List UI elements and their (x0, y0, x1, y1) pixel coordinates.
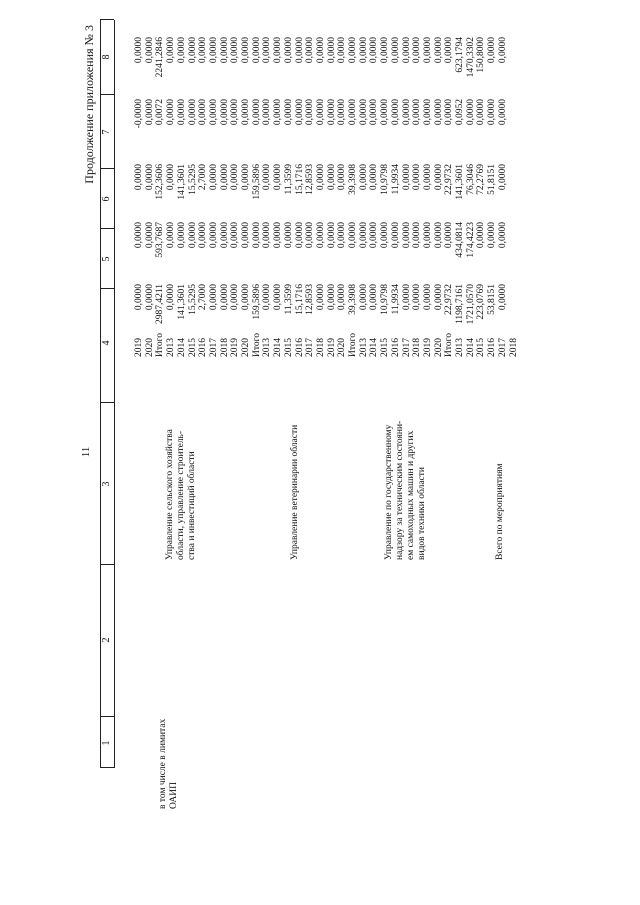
row-value: 0,0000 (476, 222, 487, 249)
row-year: 2016 (198, 338, 209, 357)
row-year: 2015 (476, 338, 487, 357)
row-value: 0,0000 (487, 37, 498, 64)
row-value: 0,0000 (176, 222, 187, 249)
row-value: 0,0000 (497, 99, 508, 126)
section-title-line: ства и инвестиций области (187, 451, 197, 560)
row-value: 0,0000 (144, 284, 155, 311)
row-value: 141,3601 (176, 164, 187, 200)
row-year: 2015 (187, 338, 198, 357)
row-value: 76,3046 (465, 164, 476, 195)
row-value: 623,1794 (455, 37, 465, 73)
row-value: 0,0000 (305, 99, 316, 126)
row-value: 0,0000 (241, 284, 251, 311)
row-value: 0,0000 (241, 37, 251, 64)
row-value: 0,0000 (337, 164, 348, 191)
row-value: 0,0000 (315, 99, 326, 126)
row-value: 0,0072 (155, 99, 166, 126)
row-value: 0,0000 (401, 99, 412, 126)
row-value: 0,0000 (422, 284, 433, 311)
section-title-line: Управление ветеринарии области (290, 424, 300, 560)
row-value: 0,0000 (134, 222, 144, 249)
row-value: 0,0000 (134, 284, 144, 311)
row-year: 2018 (219, 338, 230, 357)
row-value: 0,0000 (348, 222, 358, 249)
row-value: 593,7687 (155, 222, 166, 258)
row-value: 0,0000 (487, 222, 498, 249)
row-value: 2,7000 (198, 164, 209, 191)
row-value: 0,0000 (369, 222, 380, 249)
section-title-line: ем самоходных машин и других (406, 430, 416, 560)
row-value: 0,0000 (208, 164, 219, 191)
row-year: 2014 (273, 338, 284, 357)
row-value: 0,0000 (251, 99, 262, 126)
row-value: 0,0000 (166, 164, 177, 191)
row-value: 11,3599 (283, 164, 294, 195)
row-year: 2014 (465, 338, 476, 357)
row-value: 22,9732 (444, 164, 455, 195)
row-value: 0,0000 (358, 164, 369, 191)
section-title-line: Всего по мероприятиям (495, 463, 505, 560)
row-value: 0,0000 (444, 222, 455, 249)
row-value: 2,7000 (198, 284, 209, 311)
row-value: 0,0000 (166, 222, 177, 249)
row-year: Итого (348, 332, 358, 357)
row-value: 0,0000 (230, 222, 241, 249)
row-value: 159,5896 (251, 284, 262, 320)
row-value: 0,0000 (337, 222, 348, 249)
row-value: 0,0000 (358, 37, 369, 64)
row-value: 0,0000 (422, 99, 433, 126)
row-value: 0,0000 (326, 37, 337, 64)
column-header: 3 (101, 481, 112, 487)
row-value: 434,0814 (455, 222, 465, 258)
row-value: 0,0000 (476, 99, 487, 126)
row-value: 0,0000 (144, 222, 155, 249)
row-year: 2017 (305, 338, 316, 357)
header-col-divider (100, 716, 114, 717)
section-title-line: области, управление строитель- (176, 430, 186, 560)
row-value: 0,0000 (401, 222, 412, 249)
column-header: 1 (101, 740, 112, 746)
row-value: 0,0952 (455, 99, 465, 126)
row-value: 0,0000 (401, 37, 412, 64)
row-value: 0,0000 (380, 222, 391, 249)
row-value: 141,3601 (455, 164, 465, 200)
row-value: 0,0000 (433, 37, 444, 64)
row-value: 0,0000 (358, 222, 369, 249)
row-value: 0,0000 (187, 37, 198, 64)
header-bottom-line (114, 20, 115, 768)
row-value: 0,0000 (294, 222, 305, 249)
row-value: 12,8593 (305, 164, 316, 195)
row-value: 0,0000 (412, 284, 423, 311)
row-year: 2019 (134, 338, 144, 357)
row-value: 0,0000 (219, 164, 230, 191)
row-value: 0,0000 (497, 37, 508, 64)
row-value: 0,0000 (315, 222, 326, 249)
header-col-divider (100, 228, 114, 229)
row-year: 2019 (326, 338, 337, 357)
row-value: 0,0000 (176, 99, 187, 126)
row-value: 0,0000 (444, 99, 455, 126)
row-value: 72,2769 (476, 164, 487, 195)
header-col-divider (100, 168, 114, 169)
row-value: 0,0000 (401, 284, 412, 311)
row-value: 0,0000 (144, 164, 155, 191)
row-value: 0,0000 (315, 164, 326, 191)
row-value: 0,0000 (144, 99, 155, 126)
row-year: 2018 (412, 338, 423, 357)
row-value: 12,8593 (305, 284, 316, 315)
row-value: 0,0000 (358, 99, 369, 126)
header-col-divider (100, 288, 114, 289)
row-value: 0,0000 (380, 37, 391, 64)
row-value: 1198,7161 (455, 284, 465, 325)
row-value: 0,0000 (273, 284, 284, 311)
row-value: 0,0000 (412, 37, 423, 64)
row-value: 0,0000 (144, 37, 155, 64)
row-value: 0,0000 (326, 164, 337, 191)
row-value: 0,0000 (433, 99, 444, 126)
row-value: 0,0000 (198, 37, 209, 64)
row-value: 0,0000 (166, 284, 177, 311)
row-year: 2019 (422, 338, 433, 357)
row-year: Итого (251, 332, 262, 357)
row-value: 11,9934 (390, 284, 401, 315)
row-value: 0,0000 (198, 99, 209, 126)
row-value: 0,0000 (187, 222, 198, 249)
row-year: 2013 (166, 338, 177, 357)
row-value: 0,0000 (251, 37, 262, 64)
row-value: 0,0000 (380, 99, 391, 126)
row-value: 0,0000 (273, 37, 284, 64)
row-year: 2020 (433, 338, 444, 357)
row-value: 0,0000 (230, 284, 241, 311)
row-value: 15,1716 (294, 284, 305, 315)
column-header: 8 (101, 54, 112, 60)
row-value: 0,0000 (348, 37, 358, 64)
row-value: 0,0000 (134, 37, 144, 64)
header-col-divider (100, 767, 114, 768)
row-value: 0,0000 (262, 99, 273, 126)
column-header: 7 (101, 129, 112, 135)
header-col-divider (100, 19, 114, 20)
row-value: 0,0000 (433, 284, 444, 311)
row-value: 0,0000 (326, 99, 337, 126)
row-year: 2020 (144, 338, 155, 357)
row-value: 0,0000 (422, 164, 433, 191)
row-value: 11,9934 (390, 164, 401, 195)
row-value: 0,0000 (283, 99, 294, 126)
row-year: 2018 (315, 338, 326, 357)
row-year: 2019 (230, 338, 241, 357)
row-value: 11,3599 (283, 284, 294, 315)
row-value: 159,5896 (251, 164, 262, 200)
row-year: 2017 (208, 338, 219, 357)
left-note-line: в том числе в лимитах (158, 718, 168, 809)
row-value: 0,0000 (262, 164, 273, 191)
row-year: 2016 (487, 338, 498, 357)
row-value: 0,0000 (251, 222, 262, 249)
row-value: 0,0000 (273, 164, 284, 191)
row-value: 0,0000 (433, 164, 444, 191)
row-value: 0,0000 (134, 164, 144, 191)
row-value: 53,8151 (487, 284, 498, 315)
row-value: 0,0000 (401, 164, 412, 191)
row-value: 0,0000 (444, 37, 455, 64)
row-value: 0,0000 (219, 284, 230, 311)
row-year: 2017 (401, 338, 412, 357)
row-year: 2013 (358, 338, 369, 357)
header-col-divider (100, 564, 114, 565)
row-value: 0,0000 (412, 164, 423, 191)
row-value: 0,0000 (465, 99, 476, 126)
row-value: 0,0000 (348, 99, 358, 126)
row-year: 2014 (176, 338, 187, 357)
row-value: 0,0000 (241, 164, 251, 191)
row-value: 152,3606 (155, 164, 166, 200)
row-value: 0,0000 (497, 284, 508, 311)
row-year: 2016 (390, 338, 401, 357)
row-value: 0,0000 (422, 37, 433, 64)
row-value: 0,0000 (326, 222, 337, 249)
row-value: 150,8000 (476, 37, 487, 73)
row-year: 2015 (380, 338, 391, 357)
row-value: 0,0000 (208, 222, 219, 249)
row-value: 2987,4211 (155, 284, 166, 325)
left-note-line: ОАИП (169, 782, 179, 809)
row-value: 10,9798 (380, 284, 391, 315)
row-value: 174,4223 (465, 222, 476, 258)
section-title-line: Управление сельского хозяйства (165, 429, 175, 560)
row-value: 0,0000 (262, 284, 273, 311)
row-value: 223,0769 (476, 284, 487, 320)
row-value: 0,0000 (262, 222, 273, 249)
row-year: 2020 (337, 338, 348, 357)
row-value: 0,0000 (390, 99, 401, 126)
row-value: 0,0000 (176, 37, 187, 64)
row-value: 0,0000 (390, 37, 401, 64)
section-title-line: видов техники области (417, 466, 427, 560)
row-value: 0,0000 (326, 284, 337, 311)
header-col-divider (100, 402, 114, 403)
row-value: 0,0000 (358, 284, 369, 311)
section-title-line: Управление по государственному (384, 424, 394, 560)
row-value: 0,0000 (241, 222, 251, 249)
row-value: 0,0000 (305, 37, 316, 64)
row-value: 0,0000 (369, 99, 380, 126)
row-value: 0,0000 (294, 37, 305, 64)
row-value: 0,0000 (497, 222, 508, 249)
row-value: 0,0000 (369, 284, 380, 311)
row-value: 0,0000 (369, 164, 380, 191)
row-value: 0,0000 (219, 99, 230, 126)
column-header: 2 (101, 637, 112, 643)
row-value: 0,0000 (208, 99, 219, 126)
row-year: 2018 (508, 338, 519, 357)
row-value: 0,0000 (230, 164, 241, 191)
row-value: 15,1716 (294, 164, 305, 195)
row-value: 2241,2846 (155, 37, 166, 78)
row-value: 0,0000 (412, 99, 423, 126)
row-value: 0,0000 (283, 37, 294, 64)
row-value: 1470,3302 (465, 37, 476, 78)
row-value: 0,0000 (230, 99, 241, 126)
row-value: 0,0000 (337, 99, 348, 126)
row-value: 39,3908 (348, 164, 358, 195)
row-year: Итого (444, 332, 455, 357)
row-value: 0,0000 (433, 222, 444, 249)
section-title-line: надзору за техническим состояни- (395, 420, 405, 560)
column-header: 4 (101, 340, 112, 346)
row-value: 0,0000 (230, 37, 241, 64)
row-value: 10,9798 (380, 164, 391, 195)
row-value: 0,0000 (337, 37, 348, 64)
row-value: 0,0000 (294, 99, 305, 126)
row-value: 22,9732 (444, 284, 455, 315)
row-value: 0,0000 (198, 222, 209, 249)
row-value: 0,0000 (208, 284, 219, 311)
row-value: 0,0000 (369, 37, 380, 64)
row-value: 1721,0570 (465, 284, 476, 325)
row-value: -0,0000 (134, 99, 144, 129)
row-value: 0,0000 (315, 37, 326, 64)
row-year: 2015 (283, 338, 294, 357)
row-value: 0,0000 (208, 37, 219, 64)
row-value: 0,0000 (219, 222, 230, 249)
row-year: 2014 (369, 338, 380, 357)
row-year: 2013 (262, 338, 273, 357)
row-year: 2016 (294, 338, 305, 357)
header-col-divider (100, 94, 114, 95)
continuation-title: Продолжение приложения № 3 (82, 25, 96, 184)
row-year: 2017 (497, 338, 508, 357)
row-value: 0,0000 (412, 222, 423, 249)
row-value: 0,0000 (315, 284, 326, 311)
row-value: 0,0000 (241, 99, 251, 126)
row-value: 0,0000 (305, 222, 316, 249)
row-value: 0,0000 (337, 284, 348, 311)
row-value: 0,0000 (422, 222, 433, 249)
row-value: 0,0000 (166, 37, 177, 64)
row-value: 0,0000 (390, 222, 401, 249)
row-year: 2020 (241, 338, 251, 357)
row-value: 15,5295 (187, 284, 198, 315)
row-value: 0,0000 (187, 99, 198, 126)
row-value: 0,0000 (487, 99, 498, 126)
row-value: 141,3601 (176, 284, 187, 320)
row-value: 0,0000 (273, 222, 284, 249)
row-value: 0,0000 (273, 99, 284, 126)
row-value: 51,8151 (487, 164, 498, 195)
row-value: 0,0000 (219, 37, 230, 64)
row-year: 2013 (455, 338, 465, 357)
row-value: 0,0000 (497, 164, 508, 191)
row-value: 15,5295 (187, 164, 198, 195)
column-header: 5 (101, 256, 112, 262)
row-value: 0,0000 (166, 99, 177, 126)
column-header: 6 (101, 196, 112, 202)
row-value: 39,3908 (348, 284, 358, 315)
page-number: 11 (80, 446, 92, 458)
row-year: Итого (155, 332, 166, 357)
row-value: 0,0000 (262, 37, 273, 64)
row-value: 0,0000 (283, 222, 294, 249)
